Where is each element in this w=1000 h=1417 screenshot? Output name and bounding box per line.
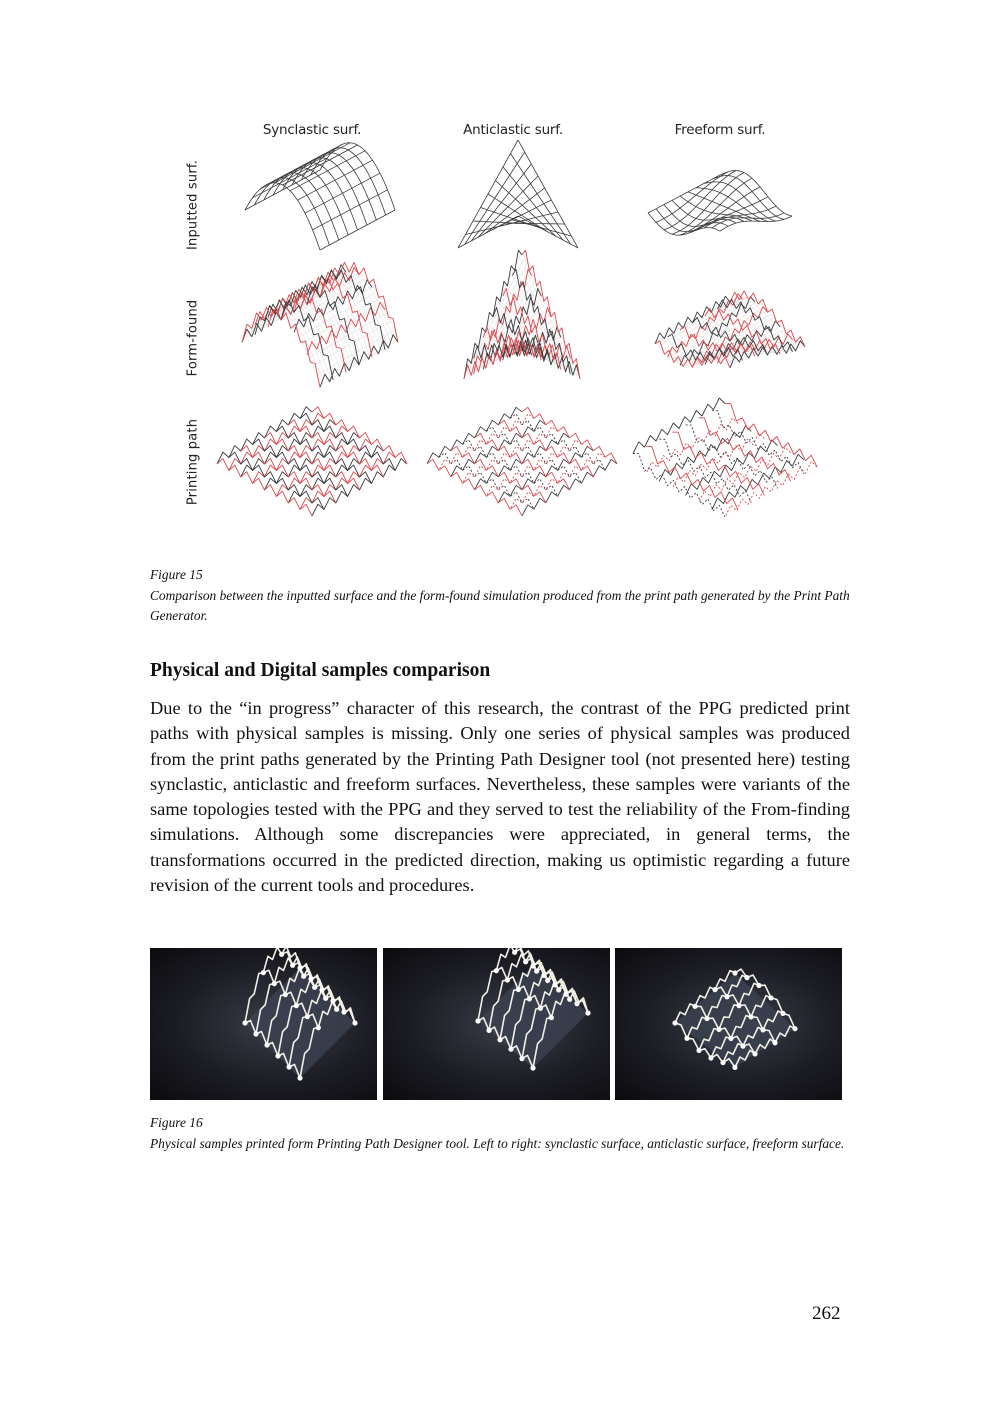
print-path-line xyxy=(439,453,534,510)
filament-node xyxy=(556,987,561,992)
filament-node xyxy=(672,1020,677,1025)
print-path-line xyxy=(242,290,320,343)
filament-node xyxy=(720,1060,725,1065)
filament-node xyxy=(684,1036,689,1041)
fabric-membrane xyxy=(478,966,588,1068)
filament-node xyxy=(712,987,717,992)
filament-node xyxy=(527,996,532,1001)
filament-node xyxy=(541,973,546,978)
print-path-line xyxy=(633,454,725,518)
column-label-anticlastic: Anticlastic surf. xyxy=(463,122,563,138)
mesh-line xyxy=(696,197,768,231)
filament-node xyxy=(530,963,535,968)
print-path-line xyxy=(427,459,522,516)
sample-model xyxy=(475,948,590,1071)
filament-node xyxy=(297,965,302,970)
filament-node xyxy=(772,1040,777,1045)
filament-node xyxy=(272,981,277,986)
filament-node xyxy=(585,1010,590,1015)
filament-node xyxy=(740,1044,745,1049)
figure-15-title: Figure 15 xyxy=(150,567,203,582)
print-path-line xyxy=(427,407,522,464)
filament-node xyxy=(275,1053,280,1058)
filament-node xyxy=(724,994,729,999)
print-path-line xyxy=(712,411,804,475)
print-path-line xyxy=(451,420,546,477)
filament-node xyxy=(497,1037,502,1042)
print-path-line xyxy=(672,432,764,496)
filament-node xyxy=(494,968,499,973)
filament-node xyxy=(530,1065,535,1070)
inputted-anticlastic-surface xyxy=(440,145,590,265)
print-path-line xyxy=(510,453,605,510)
printing-path-anticlastic xyxy=(425,405,620,520)
form-found-freeform xyxy=(645,280,810,395)
print-path-line xyxy=(475,433,570,490)
row-label-form-found: Form-found xyxy=(185,299,201,377)
filament-node xyxy=(552,982,557,987)
print-path-line xyxy=(451,446,546,503)
filament-node xyxy=(264,1042,269,1047)
filament-node xyxy=(319,987,324,992)
filament-node xyxy=(308,976,313,981)
fabric-membrane xyxy=(245,968,355,1078)
filament-node xyxy=(516,987,521,992)
filament-node xyxy=(323,996,328,1001)
filament-node xyxy=(538,1006,543,1011)
mesh-line xyxy=(503,167,563,240)
inputted-freeform-surface xyxy=(635,145,805,265)
print-path-line xyxy=(655,296,730,344)
filament-node xyxy=(279,952,284,957)
filament-node xyxy=(286,1064,291,1069)
filament-node xyxy=(486,1028,491,1033)
mesh-line xyxy=(680,178,752,235)
filament-node xyxy=(574,1001,579,1006)
mesh-line xyxy=(672,173,744,235)
filament-node xyxy=(768,995,773,1000)
filament-node xyxy=(792,1026,797,1031)
mesh-line xyxy=(656,172,728,223)
filament-node xyxy=(294,1003,299,1008)
filament-node xyxy=(748,1014,753,1019)
print-path-line xyxy=(725,404,817,468)
photo-freeform-sample xyxy=(615,948,842,1100)
filament-node xyxy=(728,1036,733,1041)
print-path-line xyxy=(522,459,617,516)
filament-node xyxy=(253,1031,258,1036)
filament-node xyxy=(744,975,749,980)
filament-node xyxy=(696,1048,701,1053)
fabric-membrane xyxy=(675,973,795,1067)
filament-node xyxy=(549,1015,554,1020)
page-number: 262 xyxy=(812,1303,841,1324)
mesh-line xyxy=(712,176,784,220)
print-path-line xyxy=(498,446,593,503)
figure-15-caption xyxy=(150,565,850,627)
figure-16-caption xyxy=(150,1113,850,1154)
filament-node xyxy=(305,1014,310,1019)
filament-node xyxy=(534,969,539,974)
filament-node xyxy=(312,985,317,990)
filament-node xyxy=(283,992,288,997)
print-path-line xyxy=(686,425,778,489)
filament-node xyxy=(512,950,517,955)
filament-node xyxy=(475,1018,480,1023)
filament-node xyxy=(716,1027,721,1032)
figure-16-description: Physical samples printed form Printing Path Designer tool. Left to right: synclastic surface, anticlastic surface, freeform surface. xyxy=(150,1135,845,1151)
filament-node xyxy=(732,1065,737,1070)
photo-synclastic-sample xyxy=(150,948,377,1100)
mesh-line xyxy=(648,175,720,213)
mesh-line xyxy=(242,315,320,385)
figure-15 xyxy=(150,110,850,530)
filament-node xyxy=(692,1004,697,1009)
photo-anticlastic-sample xyxy=(383,948,610,1100)
filament-node xyxy=(760,1027,765,1032)
print-path-line xyxy=(242,307,320,387)
mesh-line xyxy=(511,154,571,245)
print-path-line xyxy=(475,433,570,490)
filament-node xyxy=(334,1007,339,1012)
filament-node xyxy=(780,1011,785,1016)
print-path-line xyxy=(646,446,738,510)
print-path-line xyxy=(217,459,312,516)
filament-node xyxy=(297,1075,302,1080)
filament-node xyxy=(756,983,761,988)
form-found-anticlastic xyxy=(450,260,590,405)
figure-16-title: Figure 16 xyxy=(150,1115,203,1130)
mesh-line xyxy=(723,302,798,348)
filament-node xyxy=(523,959,528,964)
filament-node xyxy=(330,998,335,1003)
print-path-line xyxy=(522,250,580,379)
inputted-synclastic-surface xyxy=(230,145,400,265)
filament-node xyxy=(290,963,295,968)
printing-path-freeform xyxy=(630,405,820,520)
printing-path-synclastic xyxy=(215,405,410,520)
row-label-printing-path: Printing path xyxy=(185,418,201,506)
filament-node xyxy=(316,1025,321,1030)
filament-node xyxy=(732,970,737,975)
filament-node xyxy=(341,1009,346,1014)
mesh-line xyxy=(254,178,329,245)
filament-node xyxy=(261,970,266,975)
filament-node xyxy=(519,1056,524,1061)
filament-node xyxy=(708,1055,713,1060)
print-path-line xyxy=(498,420,593,477)
row-label-inputted: Inputted surf. xyxy=(185,159,201,251)
figure-15-description: Comparison between the inputted surface and the form-found simulation produced from the print path generated by the Print Path Generator. xyxy=(150,587,850,623)
filament-node xyxy=(545,978,550,983)
filament-node xyxy=(752,1051,757,1056)
filament-node xyxy=(242,1020,247,1025)
filament-node xyxy=(508,1047,513,1052)
sample-model xyxy=(242,948,357,1081)
sample-model xyxy=(672,969,797,1070)
print-path-line xyxy=(312,459,407,516)
body-paragraph: Due to the “in progress” character of this research, the contrast of the PPG predicted print paths with physical samples is missing. Only one series of physical samples was produced from the print paths generated by the Printing Path Designer tool (not presented here) testing synclastic, anticlastic and freeform surfaces. Nevertheless, these samples were variants of the same topologies tested with the PPG and they served to test the reliability of the From-finding simulations. Although some discrepancies were appreciated, in general terms, the transformations occurred in the predicted direction, making us optimistic regarding a future revision of the current tools and procedures. xyxy=(150,698,850,896)
filament-node xyxy=(352,1020,357,1025)
filament-node xyxy=(736,1003,741,1008)
filament-node xyxy=(563,992,568,997)
column-label-synclastic: Synclastic surf. xyxy=(262,122,362,138)
figure-16-photos xyxy=(150,948,842,1100)
section-heading: Physical and Digital samples comparison xyxy=(150,660,491,681)
mesh-line xyxy=(245,183,320,250)
form-found-synclastic xyxy=(225,265,400,405)
filament-node xyxy=(505,977,510,982)
filament-node xyxy=(704,1016,709,1021)
print-path-line xyxy=(464,250,522,379)
filament-node xyxy=(301,974,306,979)
print-path-line xyxy=(522,407,617,464)
filament-node xyxy=(567,997,572,1002)
mesh-line xyxy=(246,313,324,383)
column-label-freeform: Freeform surf. xyxy=(674,122,766,138)
